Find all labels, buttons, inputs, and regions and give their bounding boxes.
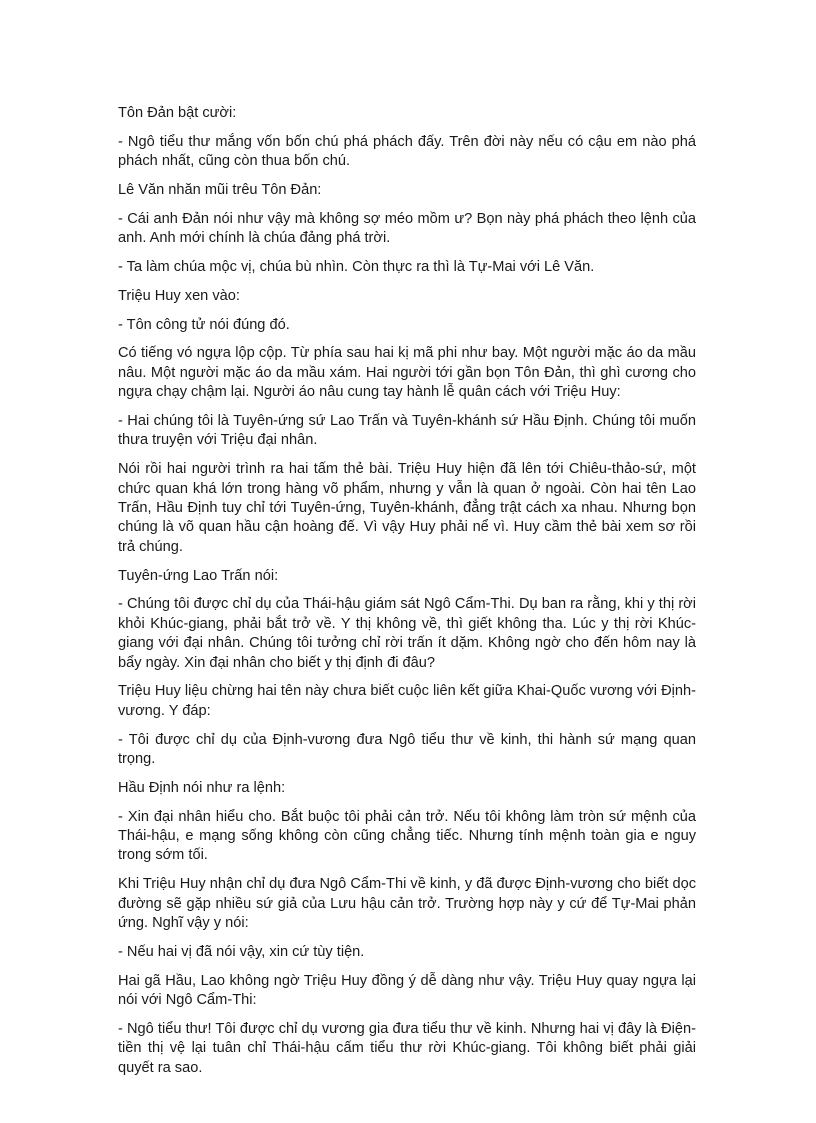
paragraph: - Tôi được chỉ dụ của Định-vương đưa Ngô tiểu thư về kinh, thi hành sứ mạng quan trọng. [118, 731, 696, 768]
document-page [118, 104, 696, 1087]
paragraph: - Tôn công tử nói đúng đó. [118, 316, 290, 333]
paragraph: - Ngô tiểu thư mắng vốn bốn chú phá phách đấy. Trên đời này nếu có cậu em nào phá phách nhất, cũng còn thua bốn chú. [118, 133, 696, 170]
paragraph: Có tiếng vó ngựa lộp cộp. Từ phía sau hai kị mã phi như bay. Một người mặc áo da mầu nâu. Một người mặc áo da mầu xám. Hai người tới gần bọn Tôn Đản, thì ghì cương cho ngựa chạy chậm lại. Người áo nâu cung tay hành lễ quân cách với Triệu Huy: [118, 345, 696, 401]
paragraph: Tuyên-ứng Lao Trấn nói: [118, 567, 279, 584]
paragraph: Hai gã Hầu, Lao không ngờ Triệu Huy đồng ý dễ dàng như vậy. Triệu Huy quay ngựa lại nói với Ngô Cẩm-Thi: [118, 972, 696, 1009]
paragraph: Hầu Định nói như ra lệnh: [118, 779, 286, 796]
paragraph: - Xin đại nhân hiểu cho. Bắt buộc tôi phải cản trở. Nếu tôi không làm tròn sứ mệnh của Thái-hậu, e mạng sống không còn cũng chẳng tiếc. Nhưng tính mệnh toàn gia e nguy trong sớm tối. [118, 808, 696, 864]
paragraph: - Ta làm chúa mộc vị, chúa bù nhìn. Còn thực ra thì là Tự-Mai với Lê Văn. [118, 259, 595, 275]
paragraph: - Nếu hai vị đã nói vậy, xin cứ tùy tiện. [118, 943, 365, 960]
paragraph: - Ngô tiểu thư! Tôi được chỉ dụ vương gia đưa tiểu thư về kinh. Nhưng hai vị đây là Điện-tiền thị vệ lại tuân chỉ Thái-hậu cấm tiểu thư rời Khúc-giang. Tôi không biết phải giải quyết ra sao. [118, 1020, 696, 1076]
paragraph: Khi Triệu Huy nhận chỉ dụ đưa Ngô Cẩm-Thi về kinh, y đã được Định-vương cho biết dọc đường sẽ gặp nhiều sứ giả của Lưu hậu cản trở. Trường hợp này y cứ để Tự-Mai phản ứng. Nghĩ vậy y nói: [118, 876, 696, 932]
paragraph: Nói rồi hai người trình ra hai tấm thẻ bài. Triệu Huy hiện đã lên tới Chiêu-thảo-sứ, một chức quan khá lớn trong hàng võ phẩm, nhưng y vẫn là quan ở ngoài. Còn hai tên Lao Trấn, Hầu Định tuy chỉ tới Tuyên-ứng, Tuyên-khánh, đẳng trật cách xa nhau. Nhưng bọn chúng là võ quan hầu cận hoàng đế. Vì vậy Huy phải nể vì. Huy cầm thẻ bài xem sơ rồi trả chúng. [118, 461, 696, 555]
paragraph: Triệu Huy xen vào: [118, 287, 240, 304]
paragraph: Tôn Đản bật cười: [118, 105, 237, 121]
paragraph: - Hai chúng tôi là Tuyên-ứng sứ Lao Trấn và Tuyên-khánh sứ Hầu Định. Chúng tôi muốn thưa truyện với Triệu đại nhân. [118, 413, 696, 449]
paragraph: Lê Văn nhăn mũi trêu Tôn Đản: [118, 182, 322, 198]
paragraph: - Cái anh Đản nói như vậy mà không sợ méo mồm ư? Bọn này phá phách theo lệnh của anh. Anh mới chính là chúa đảng phá trời. [118, 210, 696, 247]
paragraph: Triệu Huy liệu chừng hai tên này chưa biết cuộc liên kết giữa Khai-Quốc vương với Định-vương. Y đáp: [118, 683, 696, 719]
paragraph: - Chúng tôi được chỉ dụ của Thái-hậu giám sát Ngô Cẩm-Thi. Dụ ban ra rằng, khi y thị rời khỏi Khúc-giang, phải bắt trở về. Y thị không về, thì giết không tha. Lúc y thị rời Khúc-giang với đại nhân. Chúng tôi tưởng chỉ rời trấn ít dặm. Không ngờ cho đến hôm nay là bẩy ngày. Xin đại nhân cho biết y thị định đi đâu? [118, 596, 696, 671]
